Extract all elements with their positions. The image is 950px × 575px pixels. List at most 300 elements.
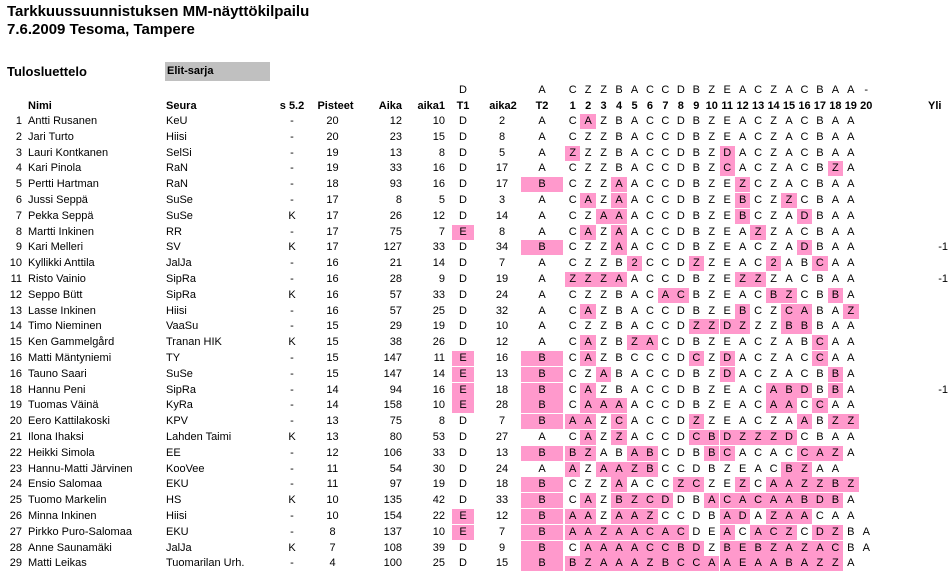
row-answer: E bbox=[723, 399, 731, 412]
row-answer: C bbox=[754, 478, 763, 491]
key-answer: A bbox=[630, 84, 639, 96]
col-header-question: 9 bbox=[693, 100, 700, 112]
row-answer: C bbox=[754, 383, 763, 396]
row-s52: K bbox=[288, 336, 296, 349]
row-answer: B bbox=[828, 383, 843, 398]
row-name: Kari Melleri bbox=[28, 241, 84, 254]
row-answer: B bbox=[816, 115, 824, 127]
row-time: 135 bbox=[383, 494, 402, 507]
row-answer: A bbox=[831, 510, 840, 522]
row-time1: 26 bbox=[432, 336, 445, 349]
row-answer: A bbox=[738, 352, 747, 364]
row-time2: 13 bbox=[495, 367, 509, 380]
row-t1: D bbox=[459, 257, 467, 270]
row-answer: A bbox=[847, 257, 855, 270]
row-answer: A bbox=[596, 541, 611, 556]
row-points: 13 bbox=[326, 415, 339, 428]
row-answer: A bbox=[785, 130, 793, 143]
row-answer: Z bbox=[704, 319, 719, 334]
row-answer: C bbox=[754, 446, 763, 459]
row-answer: C bbox=[800, 352, 809, 364]
row-yli: -1 bbox=[938, 273, 948, 285]
row-time1: 14 bbox=[432, 257, 445, 270]
row-time1: 11 bbox=[433, 352, 445, 364]
row-answer: A bbox=[781, 509, 796, 524]
row-answer: Z bbox=[708, 478, 716, 491]
row-time: 158 bbox=[383, 399, 402, 412]
row-answer: Z bbox=[708, 304, 716, 317]
row-club: SV bbox=[166, 241, 181, 254]
row-time2: 19 bbox=[495, 273, 509, 285]
row-name: Hannu Peni bbox=[28, 383, 86, 396]
row-answer: Z bbox=[689, 319, 704, 334]
row-rank: 2 bbox=[15, 130, 22, 143]
series-label: Elit-sarja bbox=[165, 62, 270, 81]
row-s52: - bbox=[290, 415, 294, 428]
row-answer: Z bbox=[600, 336, 607, 349]
row-answer: A bbox=[580, 335, 595, 350]
row-answer: Z bbox=[600, 510, 607, 522]
row-answer: C bbox=[754, 399, 763, 412]
row-answer: A bbox=[611, 272, 626, 287]
row-answer: A bbox=[847, 115, 855, 127]
row-t2: A bbox=[538, 130, 546, 143]
row-answer: Z bbox=[708, 288, 716, 301]
row-answer: D bbox=[676, 336, 685, 349]
row-answer: C bbox=[754, 178, 763, 191]
row-rank: 9 bbox=[15, 241, 22, 254]
row-answer: C bbox=[800, 162, 809, 175]
row-answer: A bbox=[630, 162, 639, 175]
col-header-question: 5 bbox=[631, 100, 638, 112]
row-answer: A bbox=[720, 509, 735, 524]
row-t2: A bbox=[538, 320, 546, 333]
row-t2: B bbox=[521, 351, 563, 366]
row-answer: C bbox=[568, 320, 577, 333]
row-answer: Z bbox=[584, 367, 592, 380]
row-time: 12 bbox=[389, 115, 402, 127]
row-answer: A bbox=[627, 509, 642, 524]
row-rank: 10 bbox=[9, 257, 22, 270]
row-answer: C bbox=[800, 115, 809, 127]
row-answer: C bbox=[568, 257, 577, 270]
row-answer: A bbox=[754, 510, 762, 522]
row-s52: - bbox=[290, 115, 294, 127]
row-time1: 8 bbox=[438, 146, 445, 159]
row-answer: Z bbox=[708, 241, 716, 254]
row-answer: B bbox=[828, 367, 843, 382]
row-answer: A bbox=[750, 525, 765, 540]
row-points: 16 bbox=[326, 257, 339, 270]
row-name: Eero Kattilakoski bbox=[28, 415, 110, 428]
row-time: 75 bbox=[389, 415, 402, 428]
row-name: Timo Nieminen bbox=[28, 320, 102, 333]
key-answer: A bbox=[847, 84, 855, 96]
row-answer: A bbox=[738, 130, 747, 143]
row-answer: A bbox=[738, 446, 747, 459]
row-answer: B bbox=[816, 209, 824, 222]
row-time: 57 bbox=[389, 304, 402, 317]
row-club: Lahden Taimi bbox=[166, 431, 232, 443]
row-answer: C bbox=[645, 273, 654, 285]
row-s52: - bbox=[290, 178, 294, 191]
row-name: Pirkko Puro-Salomaa bbox=[28, 525, 132, 538]
row-answer: A bbox=[781, 541, 796, 556]
row-name: Lasse Inkinen bbox=[28, 304, 96, 317]
row-t2: B bbox=[521, 493, 563, 508]
row-answer: Z bbox=[770, 336, 777, 349]
row-t2: B bbox=[521, 556, 563, 571]
row-answer: Z bbox=[708, 336, 716, 349]
row-answer: B bbox=[692, 115, 700, 127]
row-answer: A bbox=[611, 509, 626, 524]
row-answer: E bbox=[708, 525, 716, 538]
row-answer: B bbox=[615, 115, 623, 127]
row-time: 13 bbox=[389, 146, 402, 159]
row-answer: D bbox=[658, 493, 673, 508]
row-rank: 28 bbox=[9, 541, 22, 554]
row-answer: A bbox=[781, 477, 796, 492]
row-answer: A bbox=[630, 304, 639, 317]
row-answer: A bbox=[831, 462, 840, 475]
col-header-time1: aika1 bbox=[417, 100, 445, 112]
key-answer: E bbox=[723, 84, 731, 96]
row-answer: Z bbox=[781, 288, 796, 303]
row-t1: D bbox=[459, 557, 467, 570]
key-answer: C bbox=[800, 84, 809, 96]
row-club: KeU bbox=[166, 115, 188, 127]
row-answer: B bbox=[615, 162, 623, 175]
row-s52: K bbox=[288, 241, 296, 254]
row-answer: C bbox=[661, 130, 670, 143]
row-answer: A bbox=[580, 430, 595, 445]
row-answer: C bbox=[645, 383, 654, 396]
row-answer: B bbox=[781, 319, 796, 334]
row-answer: D bbox=[692, 510, 701, 522]
row-answer: C bbox=[754, 146, 763, 159]
row-answer: A bbox=[611, 462, 626, 477]
row-club: Tuomarilan Urh. bbox=[166, 557, 245, 570]
row-t1: E bbox=[452, 383, 474, 398]
row-answer: A bbox=[831, 130, 840, 143]
col-header-question: 1 bbox=[569, 100, 576, 112]
row-answer: A bbox=[611, 525, 626, 540]
row-time2: 27 bbox=[495, 431, 509, 443]
row-t1: D bbox=[459, 494, 467, 507]
row-answer: B bbox=[781, 383, 796, 398]
key-answer: Z bbox=[770, 84, 777, 96]
row-answer: C bbox=[661, 162, 670, 175]
key-t1: D bbox=[459, 84, 467, 96]
row-answer: Z bbox=[580, 446, 595, 461]
row-name: Heikki Simola bbox=[28, 446, 95, 459]
row-answer: Z bbox=[770, 225, 777, 238]
row-answer: C bbox=[645, 367, 654, 380]
row-answer: A bbox=[785, 257, 793, 270]
row-answer: C bbox=[645, 478, 654, 491]
row-answer: B bbox=[615, 146, 623, 159]
row-answer: E bbox=[735, 541, 750, 556]
row-answer: A bbox=[766, 493, 781, 508]
row-answer: B bbox=[828, 288, 843, 303]
row-answer: Z bbox=[708, 399, 716, 412]
row-answer: B bbox=[781, 462, 796, 477]
col-header-question: 11 bbox=[721, 100, 734, 112]
row-answer: A bbox=[611, 177, 626, 192]
row-answer: Z bbox=[770, 415, 777, 428]
row-answer: Z bbox=[689, 414, 704, 429]
row-answer: A bbox=[611, 556, 626, 571]
key-answer: A bbox=[738, 84, 747, 96]
row-rank: 8 bbox=[15, 225, 22, 238]
col-header-question: 7 bbox=[662, 100, 669, 112]
row-answer: B bbox=[692, 130, 700, 143]
col-header-question: 16 bbox=[798, 100, 811, 112]
row-points: 7 bbox=[329, 541, 336, 554]
row-answer: C bbox=[738, 525, 747, 538]
row-answer: E bbox=[723, 130, 731, 143]
row-answer: B bbox=[615, 336, 623, 349]
row-t1: D bbox=[459, 446, 467, 459]
row-answer: C bbox=[642, 525, 657, 540]
row-name: Ilona Ihaksi bbox=[28, 431, 84, 443]
row-name: Lauri Kontkanen bbox=[28, 146, 109, 159]
row-answer: Z bbox=[843, 477, 858, 492]
row-answer: A bbox=[847, 194, 855, 206]
row-s52: - bbox=[290, 352, 294, 364]
row-answer: C bbox=[645, 241, 654, 254]
row-answer: D bbox=[676, 241, 685, 254]
row-time1: 25 bbox=[432, 304, 445, 317]
row-answer: E bbox=[723, 115, 731, 127]
row-answer: B bbox=[692, 273, 700, 285]
row-answer: Z bbox=[584, 146, 592, 159]
row-answer: Z bbox=[708, 130, 716, 143]
row-answer: C bbox=[568, 178, 577, 191]
row-answer: C bbox=[689, 556, 704, 571]
row-t1: D bbox=[459, 462, 467, 475]
row-name: Hannu-Matti Järvinen bbox=[28, 462, 133, 475]
row-t1: E bbox=[452, 351, 474, 366]
row-answer: Z bbox=[766, 509, 781, 524]
row-time: 23 bbox=[389, 130, 402, 143]
row-t1: D bbox=[459, 304, 467, 317]
row-time2: 7 bbox=[498, 525, 506, 538]
row-answer: Z bbox=[770, 241, 777, 254]
key-answer: A bbox=[831, 84, 840, 96]
row-points: 17 bbox=[326, 194, 339, 206]
row-s52: - bbox=[290, 525, 294, 538]
row-club: SuSe bbox=[166, 194, 193, 206]
row-name: Anne Saunamäki bbox=[28, 541, 112, 554]
row-rank: 19 bbox=[9, 399, 22, 412]
row-s52: - bbox=[290, 399, 294, 412]
row-name: Risto Vainio bbox=[28, 273, 86, 285]
row-t1: D bbox=[459, 241, 467, 254]
row-answer: A bbox=[580, 414, 595, 429]
row-time: 108 bbox=[383, 541, 402, 554]
row-answer: B bbox=[692, 336, 700, 349]
row-time: 28 bbox=[389, 273, 402, 285]
row-answer: D bbox=[676, 209, 685, 222]
row-answer: C bbox=[754, 257, 763, 270]
row-answer: Z bbox=[708, 225, 716, 238]
row-answer: C bbox=[800, 399, 809, 412]
row-answer: D bbox=[676, 257, 685, 270]
col-header-question: 8 bbox=[677, 100, 684, 112]
row-t2: B bbox=[521, 367, 563, 382]
row-s52: - bbox=[290, 162, 294, 175]
row-answer: Z bbox=[580, 556, 595, 571]
row-answer: Z bbox=[797, 477, 812, 492]
row-name: Jari Turto bbox=[28, 130, 74, 143]
row-answer: D bbox=[676, 320, 685, 333]
row-answer: A bbox=[611, 209, 626, 224]
row-club: SipRa bbox=[166, 288, 196, 301]
row-t1: D bbox=[459, 209, 467, 222]
row-answer: B bbox=[565, 446, 580, 461]
row-club: SipRa bbox=[166, 273, 196, 285]
row-answer: C bbox=[769, 462, 778, 475]
row-answer: A bbox=[611, 541, 626, 556]
row-answer: A bbox=[738, 115, 747, 127]
row-answer: Z bbox=[584, 320, 592, 333]
row-answer: Z bbox=[600, 115, 607, 127]
row-answer: Z bbox=[673, 477, 688, 492]
row-rank: 12 bbox=[9, 288, 22, 301]
row-time1: 16 bbox=[432, 383, 445, 396]
row-time1: 33 bbox=[432, 288, 445, 301]
row-answer: D bbox=[676, 415, 685, 428]
row-t2: A bbox=[538, 162, 546, 175]
row-answer: C bbox=[611, 414, 626, 429]
row-rank: 20 bbox=[9, 415, 22, 428]
row-answer: C bbox=[645, 288, 654, 301]
row-answer: B bbox=[615, 304, 623, 317]
row-answer: C bbox=[645, 257, 654, 270]
row-answer: C bbox=[658, 541, 673, 556]
row-t1: D bbox=[459, 273, 467, 285]
row-answer: Z bbox=[600, 478, 607, 491]
row-club: Hiisi bbox=[166, 304, 187, 317]
row-answer: B bbox=[615, 446, 623, 459]
row-answer: B bbox=[615, 320, 623, 333]
row-answer: A bbox=[627, 446, 642, 461]
row-answer: C bbox=[754, 130, 763, 143]
row-s52: - bbox=[290, 557, 294, 570]
row-rank: 15 bbox=[9, 336, 22, 349]
row-answer: C bbox=[568, 288, 577, 301]
row-answer: Z bbox=[828, 161, 843, 176]
row-answer: A bbox=[735, 493, 750, 508]
row-answer: A bbox=[847, 273, 855, 285]
row-answer: C bbox=[642, 541, 657, 556]
row-answer: D bbox=[781, 430, 796, 445]
row-t2: A bbox=[538, 115, 546, 127]
row-answer: B bbox=[816, 178, 824, 191]
row-t2: A bbox=[538, 462, 546, 475]
row-answer: B bbox=[750, 541, 765, 556]
row-answer: D bbox=[812, 525, 827, 540]
row-answer: D bbox=[692, 462, 701, 475]
row-rank: 29 bbox=[9, 557, 22, 570]
row-club: RaN bbox=[166, 178, 189, 191]
row-answer: C bbox=[676, 510, 685, 522]
row-answer: C bbox=[568, 494, 577, 507]
row-answer: A bbox=[766, 477, 781, 492]
col-header-s52: s 5.2 bbox=[279, 100, 305, 112]
row-answer: C bbox=[661, 273, 670, 285]
row-points: 19 bbox=[326, 146, 339, 159]
row-t1: D bbox=[459, 478, 467, 491]
row-club: RaN bbox=[166, 162, 189, 175]
row-time: 154 bbox=[383, 510, 402, 522]
row-answer: C bbox=[754, 194, 763, 206]
row-answer: B bbox=[816, 288, 824, 301]
row-points: 17 bbox=[326, 225, 339, 238]
row-answer: A bbox=[611, 225, 626, 240]
key-answer: B bbox=[615, 84, 623, 96]
row-rank: 16 bbox=[9, 367, 22, 380]
row-answer: C bbox=[568, 541, 577, 554]
row-answer: E bbox=[723, 194, 731, 206]
row-answer: Z bbox=[584, 162, 592, 175]
key-answer: - bbox=[864, 84, 869, 96]
row-answer: C bbox=[645, 209, 654, 222]
row-answer: C bbox=[800, 178, 809, 191]
row-answer: A bbox=[580, 114, 595, 129]
row-answer: D bbox=[720, 146, 735, 161]
col-header-question: 20 bbox=[860, 100, 873, 112]
row-answer: A bbox=[658, 288, 673, 303]
row-answer: Z bbox=[600, 194, 607, 206]
row-s52: - bbox=[290, 446, 294, 459]
col-header-club: Seura bbox=[166, 100, 197, 112]
row-time1: 39 bbox=[432, 541, 445, 554]
row-answer: C bbox=[645, 178, 654, 191]
row-answer: A bbox=[847, 178, 855, 191]
row-answer: A bbox=[847, 130, 855, 143]
row-answer: D bbox=[797, 383, 812, 398]
row-time: 93 bbox=[389, 178, 402, 191]
row-answer: C bbox=[661, 115, 670, 127]
row-points: 11 bbox=[326, 462, 339, 475]
row-answer: C bbox=[797, 446, 812, 461]
row-time1: 5 bbox=[438, 194, 445, 206]
row-answer: C bbox=[645, 162, 654, 175]
row-time: 21 bbox=[389, 257, 402, 270]
row-answer: A bbox=[738, 257, 747, 270]
row-time1: 33 bbox=[432, 241, 445, 254]
row-answer: A bbox=[738, 162, 747, 175]
row-answer: B bbox=[735, 209, 750, 224]
row-answer: C bbox=[568, 162, 577, 175]
row-rank: 23 bbox=[9, 462, 22, 475]
row-answer: Z bbox=[770, 352, 777, 364]
row-name: Matti Leikas bbox=[28, 557, 87, 570]
row-s52: - bbox=[290, 304, 294, 317]
row-answer: Z bbox=[735, 272, 750, 287]
row-points: 14 bbox=[326, 399, 339, 412]
row-answer: A bbox=[738, 415, 747, 428]
row-answer: Z bbox=[766, 430, 781, 445]
row-answer: A bbox=[738, 367, 747, 380]
row-answer: A bbox=[630, 288, 639, 301]
row-answer: Z bbox=[770, 273, 777, 285]
row-answer: C bbox=[720, 446, 735, 461]
row-time2: 5 bbox=[498, 146, 506, 159]
row-answer: B bbox=[720, 541, 735, 556]
